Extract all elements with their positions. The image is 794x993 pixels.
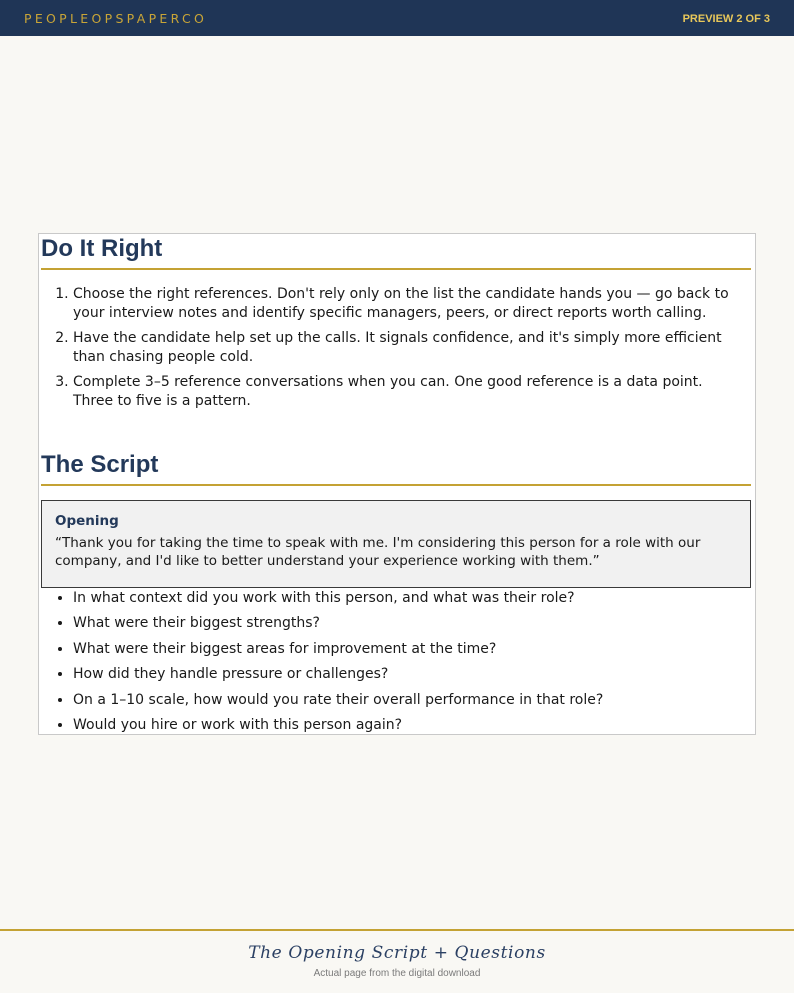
list-item: • How did they handle pressure or challenges? — [73, 665, 747, 684]
questions-list — [39, 589, 747, 735]
top-banner — [0, 0, 794, 36]
section-heading-the-script: The Script — [41, 451, 159, 478]
brand-logo-text: PEOPLEOPSPAPERCO — [24, 11, 208, 26]
list-item: • What were their biggest strengths? — [73, 614, 747, 633]
section-heading-do-it-right: Do It Right — [41, 235, 163, 262]
list-item: 2. Have the candidate help set up the calls. It signals confidence, and it's simply more efficient than chasing people cold. — [73, 329, 747, 366]
steps-list — [39, 285, 747, 417]
section-divider — [41, 484, 751, 486]
list-item: • What were their biggest areas for improvement at the time? — [73, 640, 747, 659]
list-item: • Would you hire or work with this person again? — [73, 716, 747, 735]
opening-script-box — [41, 500, 751, 588]
preview-counter: PREVIEW 2 OF 3 — [682, 13, 770, 25]
section-divider — [41, 268, 751, 270]
footer-note: Actual page from the digital download — [313, 968, 481, 979]
list-item: • In what context did you work with this person, and what was their role? — [73, 589, 747, 608]
opening-script-quote: “Thank you for taking the time to speak with me. I'm considering this person for a role with our company, and I'd like to better understand your experience working with them.” — [55, 535, 701, 569]
footer-title: The Opening Script + Questions — [248, 943, 546, 963]
document-page-preview — [38, 233, 756, 735]
script-box-label: Opening — [55, 513, 119, 529]
list-item: • On a 1–10 scale, how would you rate their overall performance in that role? — [73, 691, 747, 710]
footer-divider — [0, 929, 794, 931]
list-item: 3. Complete 3–5 reference conversations when you can. One good reference is a data point. Three to five is a pattern. — [73, 373, 747, 410]
list-item: 1. Choose the right references. Don't rely only on the list the candidate hands you — go back to your interview notes and identify specific managers, peers, or direct reports worth calling. — [73, 285, 747, 322]
